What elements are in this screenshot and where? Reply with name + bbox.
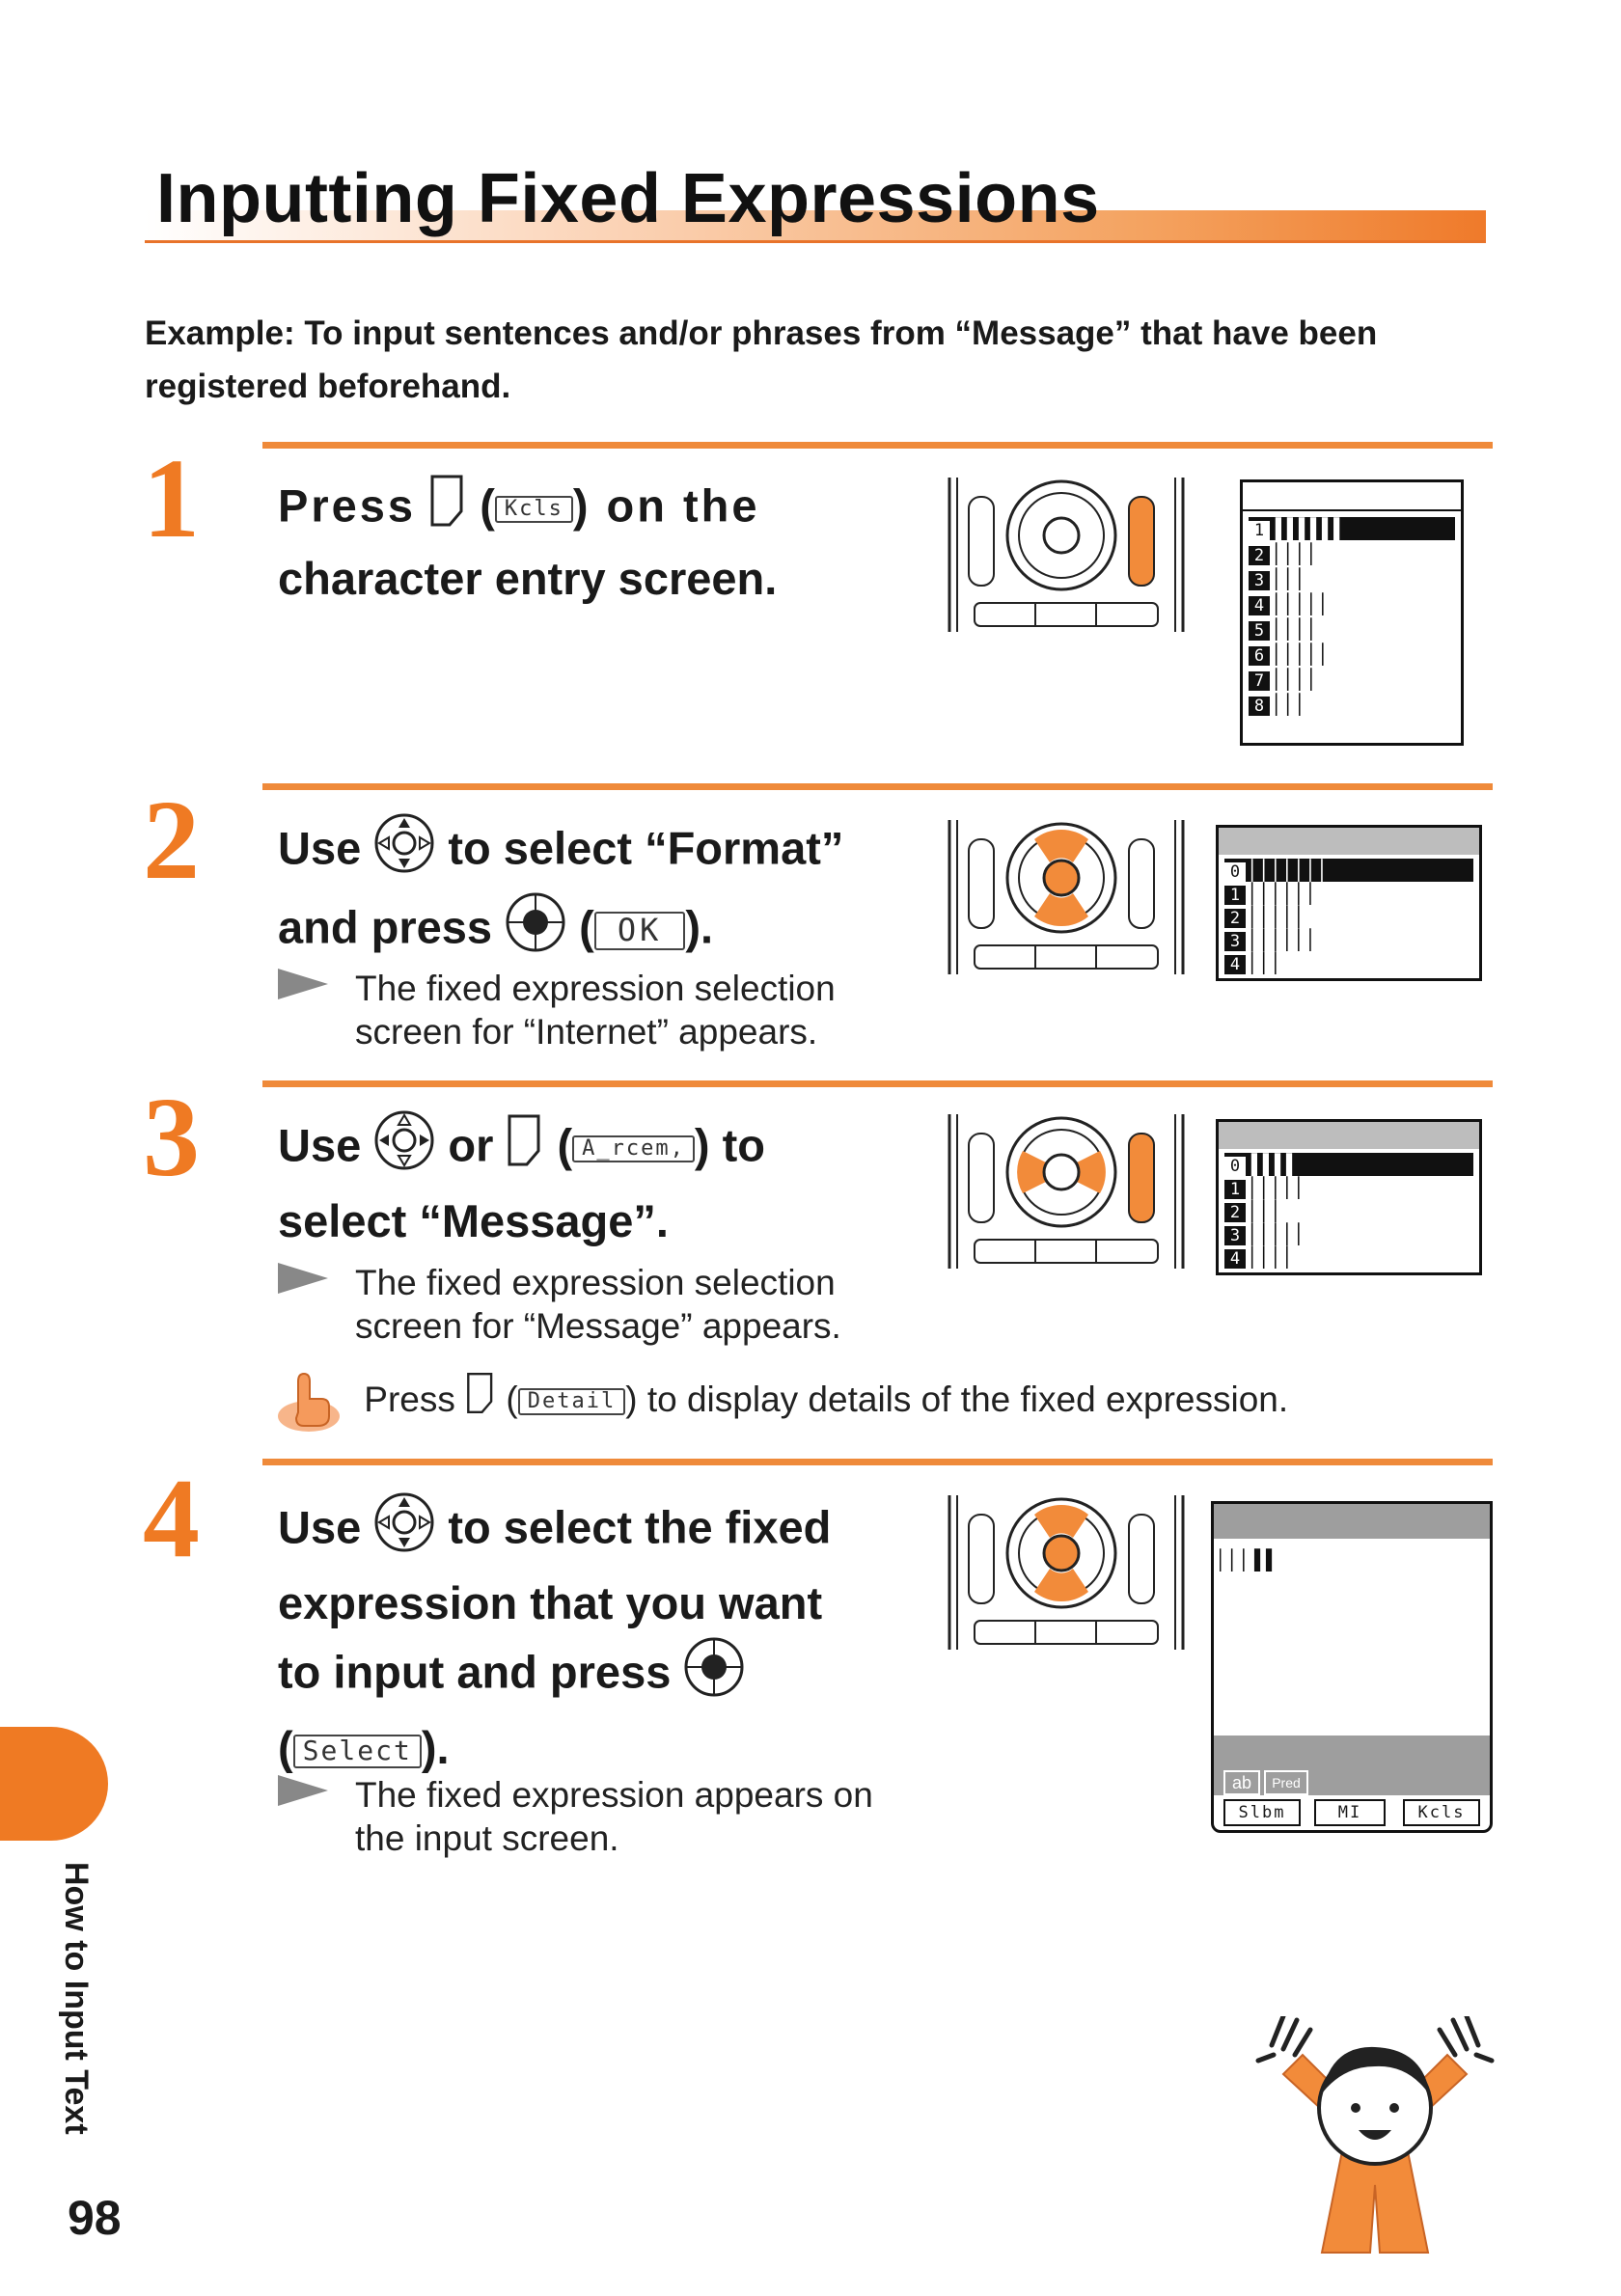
- step-3-line-2: select “Message”.: [278, 1195, 669, 1246]
- hint-line: [275, 1368, 1288, 1435]
- step-4-rule: [262, 1459, 1493, 1465]
- step-2-number: 2: [143, 777, 200, 903]
- step-4-softkey: Select: [293, 1735, 422, 1768]
- step-4-to-select: to select the fixed: [448, 1501, 832, 1553]
- mascot-illustration: [1254, 2016, 1496, 2257]
- step-2-result-line-2: screen for “Internet” appears.: [355, 1012, 818, 1052]
- step-4-softkey-1: Slbm: [1223, 1799, 1301, 1826]
- step-3-result-line-1: The fixed expression selection: [355, 1263, 836, 1302]
- step-2-text: [278, 812, 915, 970]
- step-2-result: [278, 967, 895, 1053]
- step-1-press: Press: [278, 479, 417, 532]
- step-4-ab-label: ab: [1223, 1770, 1260, 1795]
- page-number: 98: [68, 2191, 122, 2245]
- step-2-to-select: to select “Format”: [448, 822, 844, 874]
- pointing-hand-icon: [275, 1368, 343, 1435]
- step-4-result-line-2: the input screen.: [355, 1818, 619, 1858]
- step-2-close-paren: ).: [685, 901, 714, 953]
- step-4-keypad-illustration: [946, 1495, 1187, 1659]
- center-key-icon: [683, 1636, 745, 1715]
- step-4-softkey-2: MI: [1314, 1799, 1386, 1826]
- step-2-result-line-1: The fixed expression selection: [355, 969, 836, 1008]
- step-1-rule: [262, 442, 1493, 449]
- result-arrow-icon: [278, 1775, 328, 1806]
- step-3-result: [278, 1261, 895, 1348]
- step-4-result: [278, 1773, 915, 1860]
- example-text: Example: To input sentences and/or phrases from “Message” that have been registered beforehand.: [145, 314, 1378, 405]
- step-4-close-paren: ).: [421, 1722, 450, 1773]
- step-1-number: 1: [143, 435, 200, 561]
- navigation-key-leftright-icon: [373, 1109, 435, 1189]
- softkey-left-icon: [506, 1112, 544, 1186]
- step-1-open-paren: (: [480, 479, 495, 532]
- step-1-line-2: character entry screen.: [278, 553, 778, 604]
- step-1-keypad-illustration: [946, 478, 1187, 642]
- step-2-screen: 0 ▏▏▏▏▏▏▏ 1 ▏▏▏▏▏▏ 2 ▏▏▏▏▏ 3 ▏▏▏▏▏▏ 4 ▏▏▏: [1216, 825, 1482, 981]
- softkey-right-icon: [465, 1371, 496, 1433]
- step-4-screen: ▏▏▏▌▌ ab Pred Slbm MI Kcls: [1211, 1501, 1493, 1833]
- step-3-screen: 0 ▌▌▌▌ 1 ▏▏▏▏▏ 2 ▏▏▏ 3 ▏▏▏▏▏ 4 ▏▏▏▏: [1216, 1119, 1482, 1275]
- step-1-softkey: Kcls: [495, 496, 573, 523]
- hint-rest: ) to display details of the fixed expression.: [625, 1379, 1289, 1419]
- hint-open-paren: (: [506, 1379, 518, 1419]
- step-2-rule: [262, 783, 1493, 790]
- step-3-text: [278, 1109, 915, 1254]
- step-4-line-2: expression that you want: [278, 1577, 823, 1628]
- title-banner: [145, 154, 1486, 243]
- side-tab: [0, 1727, 108, 1841]
- step-4-softkey-3: Kcls: [1403, 1799, 1480, 1826]
- step-3-to: ) to: [694, 1119, 765, 1171]
- step-2-open-paren: (: [579, 901, 594, 953]
- result-arrow-icon: [278, 969, 328, 999]
- step-4-line-3: to input and press: [278, 1646, 672, 1698]
- step-2-use: Use: [278, 822, 362, 874]
- step-3-keypad-illustration: [946, 1114, 1187, 1278]
- step-1-on-the: ) on the: [572, 479, 760, 532]
- step-4-result-line-1: The fixed expression appears on: [355, 1775, 873, 1815]
- step-1-screen: 1 ▌▌▌▌▌▌ 2 ▏▏▏▏ 3 ▏▏▏ 4 ▏▏▏▏▏ 5 ▏▏▏▏ 6 ▏▏▏▏▏ 7 ▏▏▏▏ 8 ▏▏▏: [1240, 479, 1464, 746]
- hint-press: Press: [364, 1379, 455, 1419]
- center-key-icon: [505, 891, 566, 970]
- step-2-softkey: OK: [594, 912, 686, 949]
- step-3-or: or: [448, 1119, 494, 1171]
- step-4-use: Use: [278, 1501, 362, 1553]
- step-3-use: Use: [278, 1119, 362, 1171]
- navigation-key-updown-icon: [373, 1491, 435, 1571]
- hint-softkey: Detail: [518, 1388, 625, 1415]
- page-title: Inputting Fixed Expressions: [156, 160, 1100, 237]
- softkey-right-icon: [428, 473, 467, 546]
- step-3-softkey: A_rcem,: [572, 1135, 695, 1162]
- step-4-text: [278, 1491, 895, 1781]
- navigation-key-updown-icon: [373, 812, 435, 891]
- step-4-open-paren: (: [278, 1722, 293, 1773]
- step-3-rule: [262, 1080, 1493, 1087]
- step-3-result-line-2: screen for “Message” appears.: [355, 1306, 841, 1346]
- result-arrow-icon: [278, 1263, 328, 1294]
- step-3-number: 3: [143, 1074, 200, 1200]
- step-2-keypad-illustration: [946, 820, 1187, 984]
- step-4-pred-label: Pred: [1264, 1770, 1308, 1795]
- step-2-and-press: and press: [278, 901, 493, 953]
- step-1-text: [278, 473, 895, 612]
- step-4-number: 4: [143, 1455, 200, 1581]
- side-section-label: How to Input Text: [58, 1862, 95, 2135]
- step-3-open-paren: (: [557, 1119, 573, 1171]
